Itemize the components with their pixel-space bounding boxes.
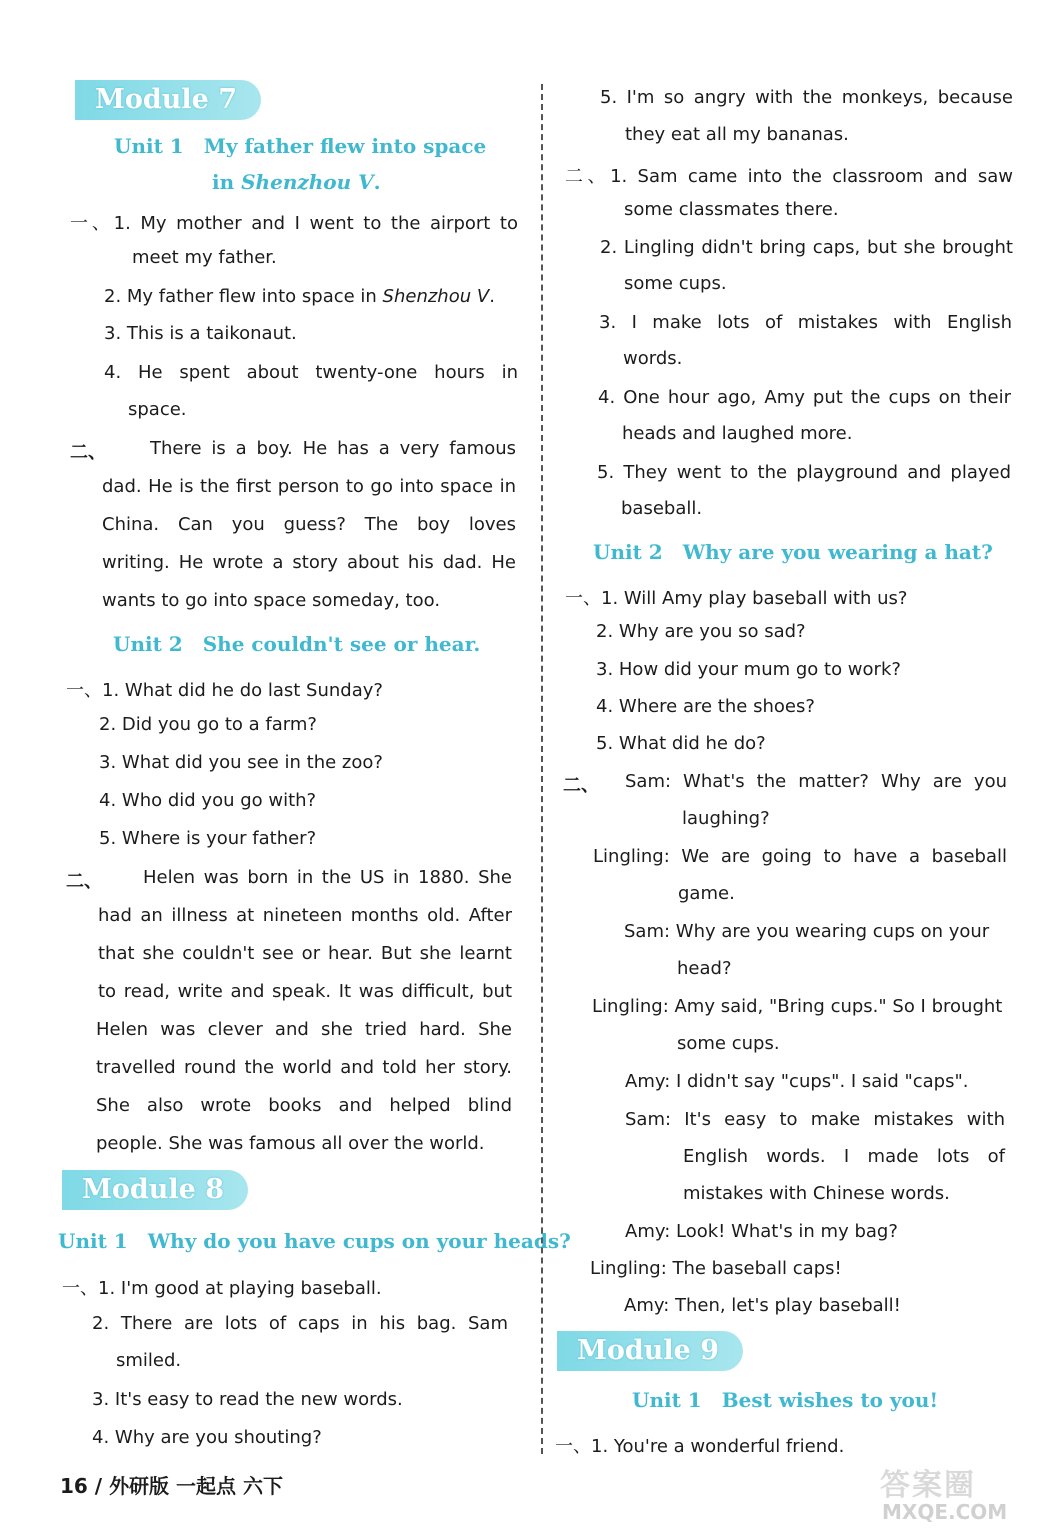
- answer-line: some cups.: [624, 273, 727, 294]
- section-label: 二、: [66, 871, 102, 892]
- answer-line: 二、1. Sam came into the classroom and saw: [565, 166, 1013, 187]
- dialog-line: Lingling: Amy said, "Bring cups." So I brought: [592, 996, 1003, 1017]
- answer-line: 2. Did you go to a farm?: [99, 714, 317, 735]
- dialog-line: Amy: Then, let's play baseball!: [624, 1295, 901, 1316]
- answer-line: 3. What did you see in the zoo?: [99, 752, 383, 773]
- passage-line: people. She was famous all over the world.: [96, 1133, 485, 1154]
- dialog-line: game.: [678, 883, 735, 904]
- answer-line: 4. Who did you go with?: [99, 790, 317, 811]
- module-8-banner: Module 8: [62, 1170, 248, 1210]
- module-9-unit-1-heading: Unit 1 Best wishes to you!: [632, 1388, 939, 1412]
- page-footer: 16 / 外研版 一起点 六下: [60, 1474, 283, 1498]
- dialog-line: Amy: Look! What's in my bag?: [625, 1221, 898, 1242]
- answer-line: 4. Why are you shouting?: [92, 1427, 322, 1448]
- answer-line: words.: [623, 348, 683, 369]
- answer-line: they eat all my bananas.: [625, 124, 849, 145]
- column-divider: [541, 84, 543, 1454]
- dialog-line: Sam: Why are you wearing cups on your: [624, 921, 990, 942]
- dialog-line: English words. I made lots of: [683, 1146, 1005, 1167]
- module-9-banner: Module 9: [557, 1331, 743, 1371]
- answer-line: 5. What did he do?: [596, 733, 766, 754]
- section-label: 二、: [70, 442, 106, 463]
- answer-line: 4. He spent about twenty-one hours in: [104, 362, 518, 383]
- watermark-logo: 答案圈: [880, 1468, 976, 1503]
- right-column: [545, 0, 1054, 1536]
- answer-line: smiled.: [116, 1350, 182, 1371]
- answer-line: 4. One hour ago, Amy put the cups on their: [598, 387, 1011, 408]
- answer-line: 2. Lingling didn't bring caps, but she brought: [600, 237, 1013, 258]
- module-7-unit-1-heading-line2: in Shenzhou V.: [212, 170, 381, 194]
- answer-line: 4. Where are the shoes?: [596, 696, 815, 717]
- dialog-line: Lingling: We are going to have a baseball: [593, 846, 1007, 867]
- dialog-line: Lingling: The baseball caps!: [590, 1258, 842, 1279]
- answer-line: space.: [128, 399, 187, 420]
- dialog-line: Sam: It's easy to make mistakes with: [625, 1109, 1005, 1130]
- answer-line: meet my father.: [132, 247, 277, 268]
- passage-line: There is a boy. He has a very famous: [150, 438, 516, 459]
- dialog-line: some cups.: [677, 1033, 780, 1054]
- module-7-unit-2-heading: Unit 2 She couldn't see or hear.: [113, 632, 481, 656]
- passage-line: had an illness at nineteen months old. After: [98, 905, 512, 926]
- answer-line: 2. Why are you so sad?: [596, 621, 806, 642]
- dialog-line: Sam: What's the matter? Why are you: [625, 771, 1007, 792]
- answer-line: 3. This is a taikonaut.: [104, 323, 297, 344]
- module-7-unit-1-heading: Unit 1 My father flew into space: [114, 134, 487, 158]
- answer-line: 一、1. What did he do last Sunday?: [66, 680, 383, 701]
- passage-line: Helen was born in the US in 1880. She: [143, 867, 512, 888]
- answer-line: 一、1. Will Amy play baseball with us?: [565, 588, 908, 609]
- module-8-unit-2-heading: Unit 2 Why are you wearing a hat?: [593, 540, 993, 564]
- dialog-line: Amy: I didn't say "cups". I said "caps".: [625, 1071, 969, 1092]
- passage-line: that she couldn't see or hear. But she learnt: [98, 943, 512, 964]
- dialog-line: laughing?: [682, 808, 770, 829]
- module-8-unit-1-heading: Unit 1 Why do you have cups on your heads?: [58, 1229, 571, 1253]
- answer-line: 2. My father flew into space in Shenzhou V.: [104, 286, 495, 307]
- answer-line: 一、1. My mother and I went to the airport to: [70, 213, 518, 234]
- answer-line: 5. I'm so angry with the monkeys, because: [600, 87, 1013, 108]
- answer-line: 3. It's easy to read the new words.: [92, 1389, 403, 1410]
- passage-line: She also wrote books and helped blind: [96, 1095, 512, 1116]
- passage-line: wants to go into space someday, too.: [102, 590, 441, 611]
- dialog-line: mistakes with Chinese words.: [683, 1183, 950, 1204]
- section-label: 二、: [563, 775, 599, 796]
- answer-line: 3. I make lots of mistakes with English: [599, 312, 1012, 333]
- passage-line: writing. He wrote a story about his dad. He: [102, 552, 516, 573]
- answer-line: 5. Where is your father?: [99, 828, 317, 849]
- passage-line: travelled round the world and told her story.: [96, 1057, 512, 1078]
- module-7-banner: Module 7: [75, 80, 261, 120]
- dialog-line: head?: [677, 958, 732, 979]
- passage-line: Helen was clever and she tried hard. She: [96, 1019, 512, 1040]
- answer-line: some classmates there.: [624, 199, 839, 220]
- answer-line: baseball.: [621, 498, 703, 519]
- answer-line: 2. There are lots of caps in his bag. Sam: [92, 1313, 508, 1334]
- watermark-url: MXQE.COM: [882, 1500, 1008, 1524]
- answer-line: 一、1. You're a wonderful friend.: [555, 1436, 845, 1457]
- answer-line: heads and laughed more.: [622, 423, 853, 444]
- passage-line: dad. He is the first person to go into space in: [102, 476, 516, 497]
- passage-line: to read, write and speak. It was difficult, but: [98, 981, 512, 1002]
- answer-line: 一、1. I'm good at playing baseball.: [62, 1278, 382, 1299]
- answer-line: 5. They went to the playground and played: [597, 462, 1011, 483]
- answer-line: 3. How did your mum go to work?: [596, 659, 901, 680]
- passage-line: China. Can you guess? The boy loves: [102, 514, 516, 535]
